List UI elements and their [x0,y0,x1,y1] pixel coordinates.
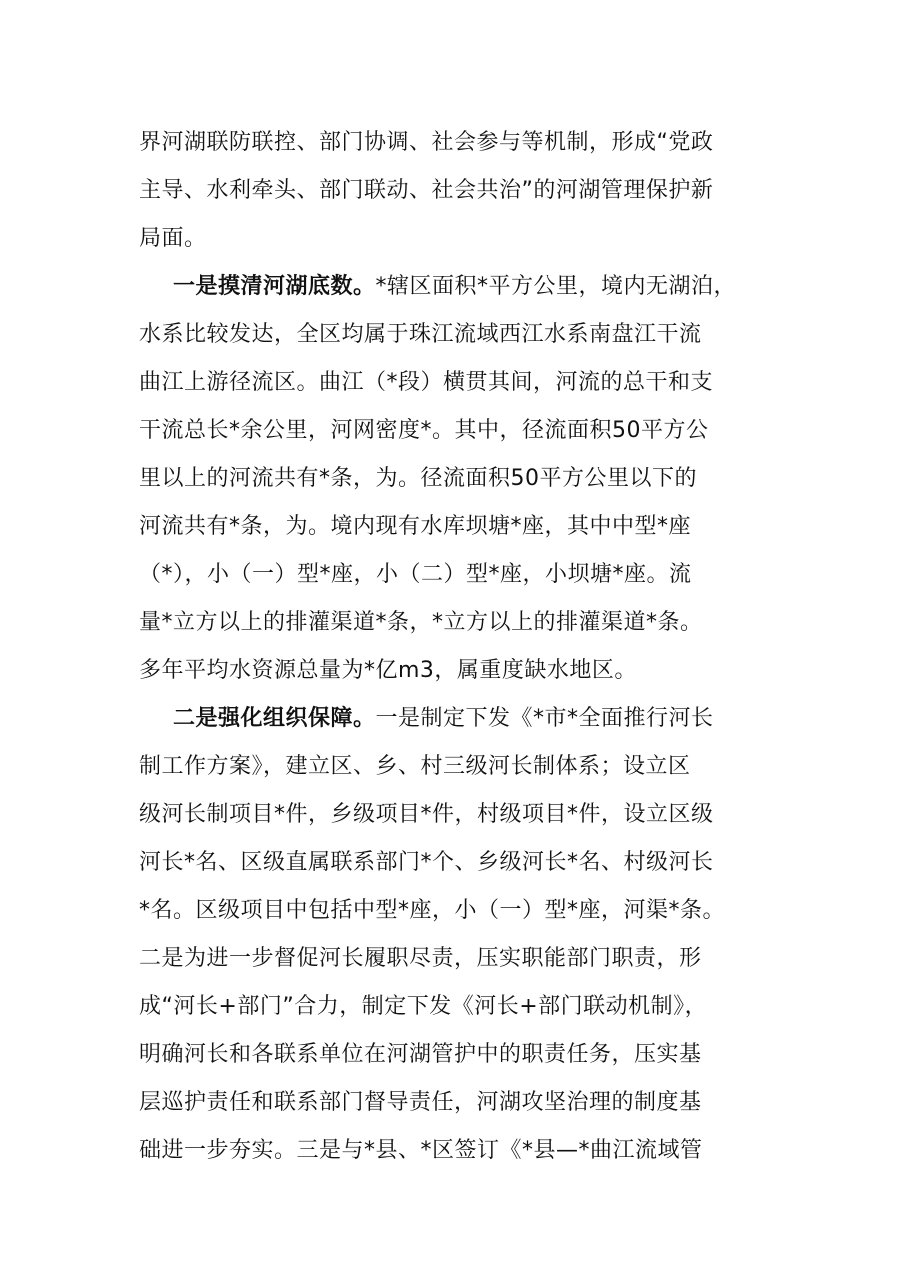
text-line: 层巡护责任和联系部门督导责任，河湖攻坚治理的制度基 [139,1090,702,1115]
text-line: 级河长制项目*件，乡级项目*件，村级项目*件，设立区级 [139,802,714,827]
text-line: 量*立方以上的排灌渠道*条，*立方以上的排灌渠道*条。 [139,610,703,635]
text-line: 界河湖联防联控、部门协调、社会参与等机制，形成“党政 [139,130,714,155]
text-line: 多年平均水资源总量为*亿m3，属重度缺水地区。 [139,658,637,683]
paragraph-line-heading [173,704,779,734]
paragraph-line-heading [173,272,779,302]
text-run: 一是制定下发《*市*全面推行河长 [375,706,714,731]
text-line: 二是为进一步督促河长履职尽责，压实职能部门职责，形 [139,946,702,971]
text-line: 局面。 [139,226,207,251]
text-line: 河长*名、区级直属联系部门*个、乡级河长*名、村级河长 [139,850,714,875]
text-line: 明确河长和各联系单位在河湖管护中的职责任务，压实基 [139,1042,702,1067]
text-line: 干流总长*余公里，河网密度*。其中，径流面积50平方公 [139,418,709,443]
text-line: *名。区级项目中包括中型*座，小（一）型*座，河渠*条。 [139,898,726,923]
text-line: 制工作方案》，建立区、乡、村三级河长制体系；设立区 [139,754,691,779]
text-line: （*），小（一）型*座，小（二）型*座，小坝塘*座。流 [139,562,692,587]
text-line: 础进一步夯实。三是与*县、*区签订《*县—*曲江流域管 [139,1138,703,1163]
text-line: 里以上的河流共有*条，为。径流面积50平方公里以下的 [139,466,697,491]
section-heading: 一是摸清河湖底数。 [173,274,376,299]
text-line: 主导、水利牵头、部门联动、社会共治”的河湖管理保护新 [139,178,714,203]
section-heading: 二是强化组织保障。 [173,706,376,731]
text-line: 成“河长+部门”合力，制定下发《河长+部门联动机制》， [139,994,708,1019]
text-run: *辖区面积*平方公里，境内无湖泊， [375,274,737,299]
text-line: 曲江上游径流区。曲江（*段）横贯其间，河流的总干和支 [139,370,714,395]
text-line: 河流共有*条，为。境内现有水库坝塘*座，其中中型*座 [139,514,692,539]
text-line: 水系比较发达，全区均属于珠江流域西江水系南盘江干流 [139,322,702,347]
